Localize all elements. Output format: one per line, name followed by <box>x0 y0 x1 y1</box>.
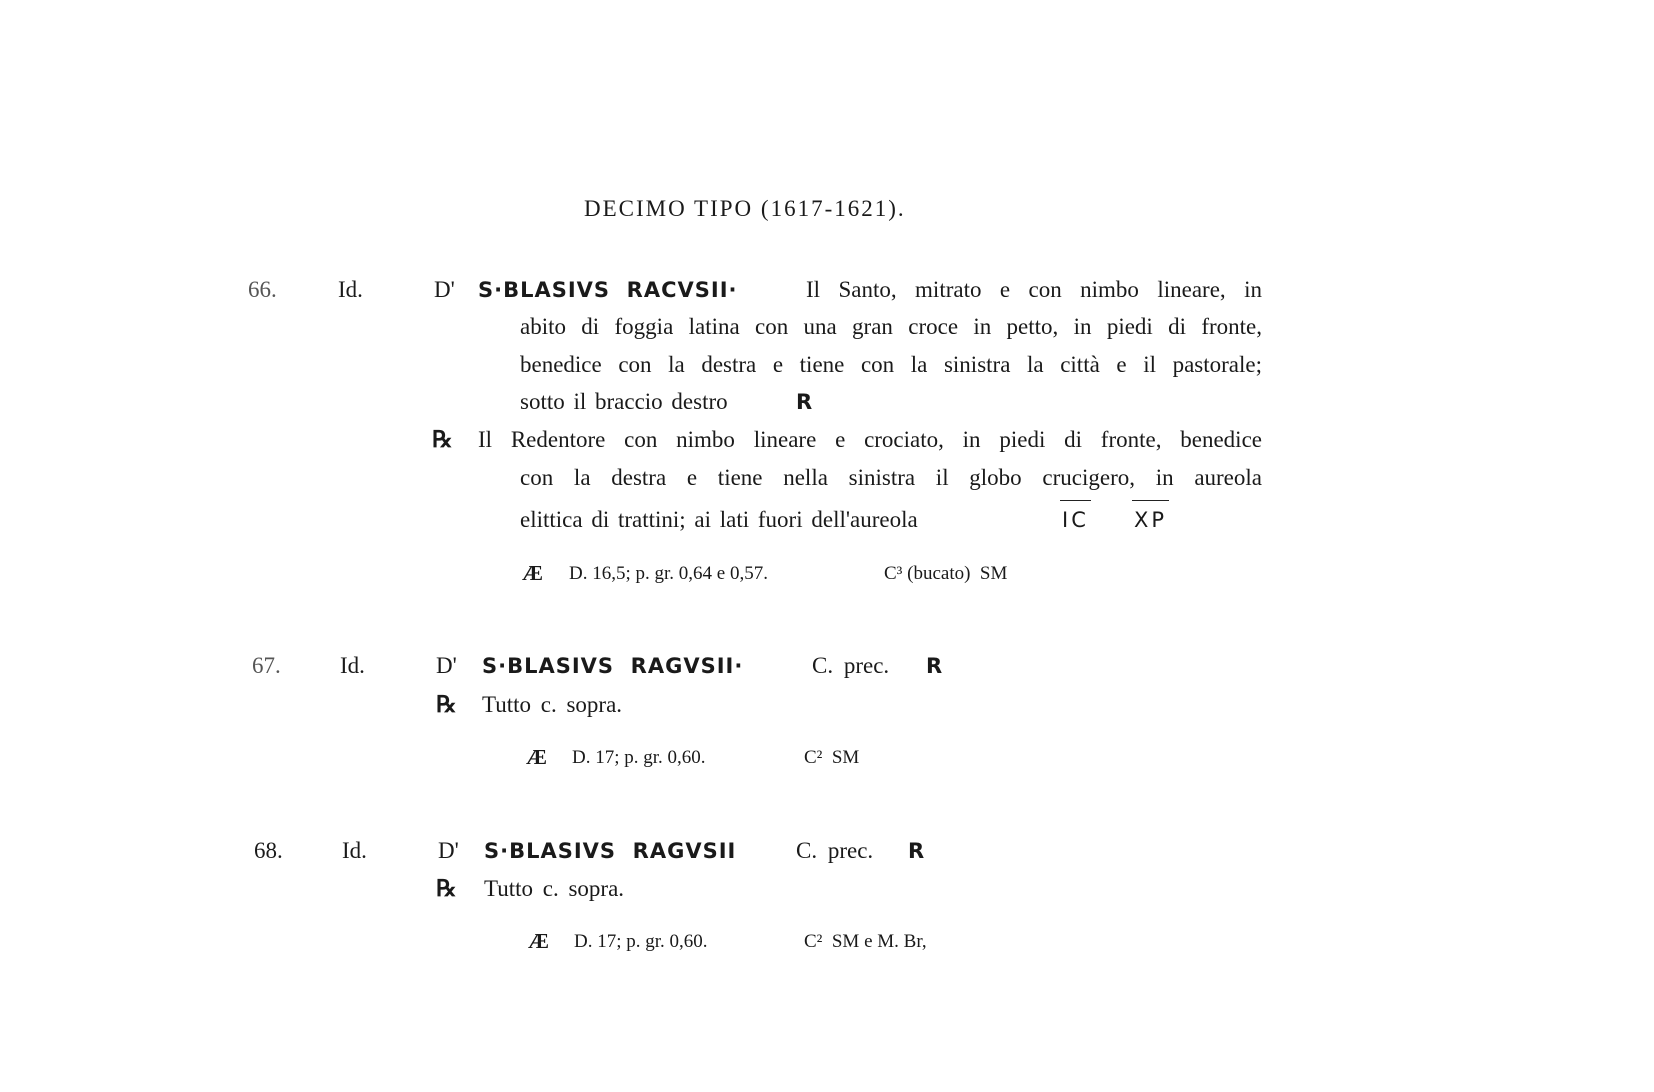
monogram-xp: XP <box>1134 508 1168 532</box>
reverse-text: Tutto c. sopra. <box>482 692 623 717</box>
obverse-legend: S·BLASIVS RAGVSII· <box>482 654 744 678</box>
metal-symbol: Æ <box>528 929 549 953</box>
obverse-letter: R <box>908 839 926 863</box>
obverse-line: sotto il braccio destro <box>520 389 728 414</box>
obverse-line: benedice con la destra e tiene con la sinistra la città e il pastorale; <box>520 352 1262 377</box>
obverse-mark: D' <box>434 277 455 302</box>
reverse-line: con la destra e tiene nella sinistra il globo crucigero, in aureola <box>520 465 1262 490</box>
collection: C² SM <box>804 747 860 768</box>
collection: C³ (bucato) SM <box>884 563 1008 584</box>
reverse-mark: ℞ <box>432 427 453 452</box>
coin-details: D. 16,5; p. gr. 0,64 e 0,57. <box>569 563 768 584</box>
entry-id: Id. <box>338 277 363 302</box>
obverse-mark: D' <box>436 653 457 678</box>
collection: C² SM e M. Br, <box>804 931 927 952</box>
entry-number: 66. <box>248 277 277 302</box>
monogram-ic: IC <box>1062 508 1089 532</box>
reverse-text: Tutto c. sopra. <box>484 876 625 901</box>
metal-symbol: Æ <box>522 561 543 585</box>
coin-details: D. 17; p. gr. 0,60. <box>572 747 706 768</box>
obverse-line: abito di foggia latina con una gran croce in petto, in piedi di fronte, <box>520 314 1262 339</box>
entry-id: Id. <box>342 838 367 863</box>
section-title: DECIMO TIPO (1617-1621). <box>584 196 906 221</box>
reverse-line: elittica di trattini; ai lati fuori dell'aureola <box>520 507 918 532</box>
entry-number: 67. <box>252 653 281 678</box>
metal-symbol: Æ <box>526 745 547 769</box>
entry-number: 68. <box>254 838 283 863</box>
obverse-mark: D' <box>438 838 459 863</box>
obverse-text: C. prec. <box>812 653 890 678</box>
obverse-letter: R <box>796 390 814 414</box>
obverse-letter: R <box>926 654 944 678</box>
coin-details: D. 17; p. gr. 0,60. <box>574 931 708 952</box>
entry-id: Id. <box>340 653 365 678</box>
obverse-legend: S·BLASIVS RACVSII· <box>478 278 738 302</box>
reverse-mark: ℞ <box>436 692 457 717</box>
obverse-legend: S·BLASIVS RAGVSII <box>484 839 737 863</box>
obverse-line: Il Santo, mitrato e con nimbo lineare, in <box>806 277 1262 302</box>
reverse-line: Il Redentore con nimbo lineare e crociato, in piedi di fronte, benedice <box>478 427 1262 452</box>
reverse-mark: ℞ <box>436 876 457 901</box>
obverse-text: C. prec. <box>796 838 874 863</box>
